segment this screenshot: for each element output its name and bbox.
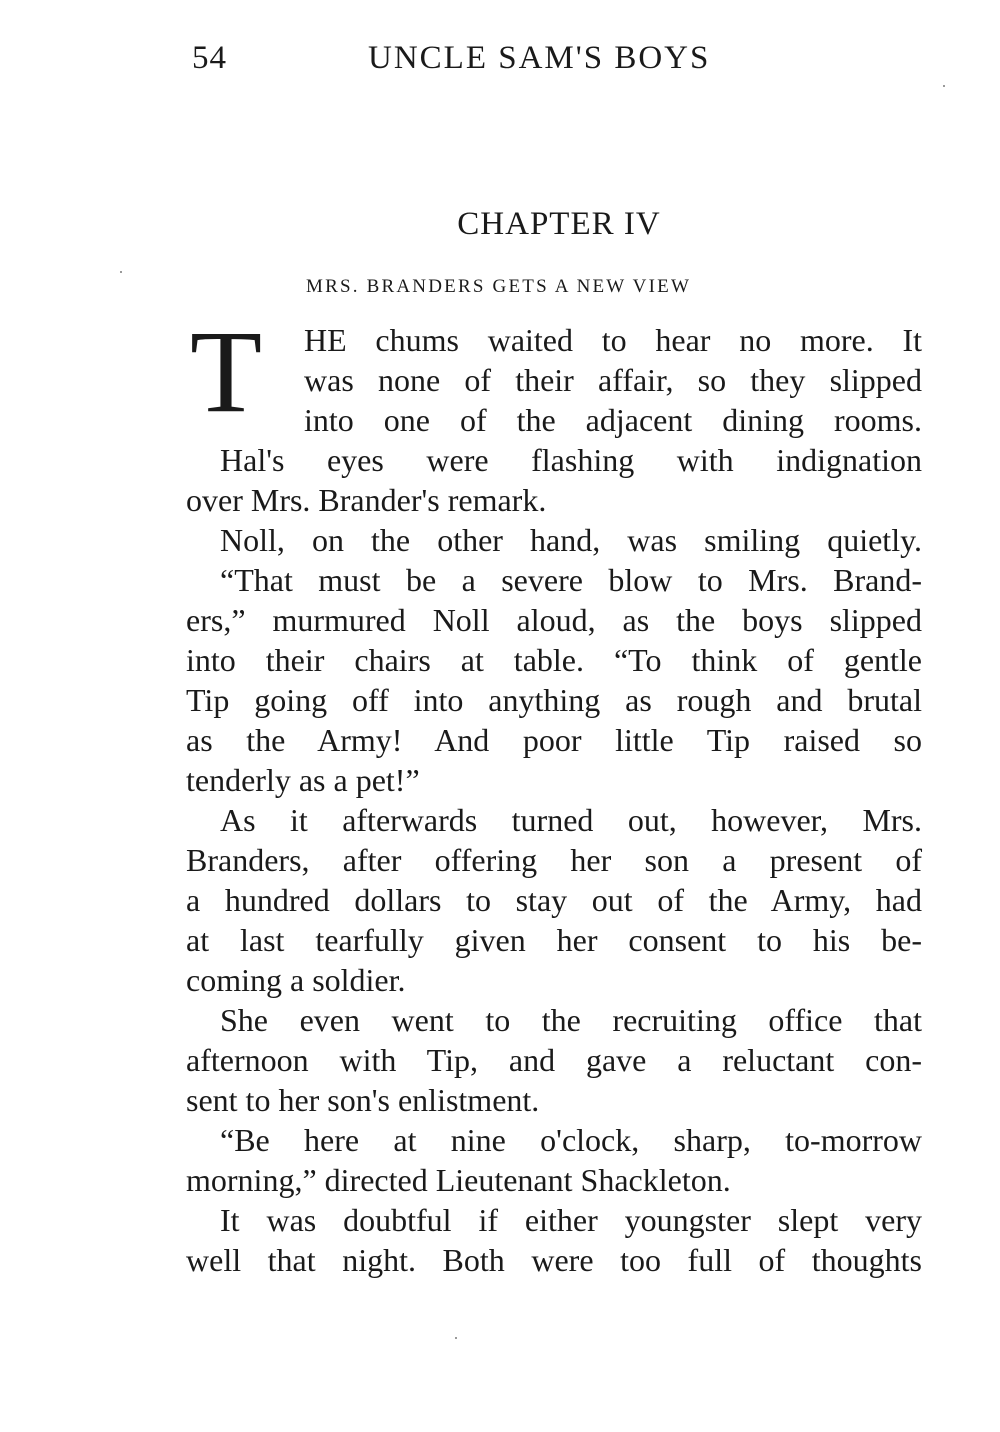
text-line: “That must be a severe blow to Mrs. Brand-: [220, 562, 922, 598]
drop-cap: T: [190, 306, 263, 437]
page-number: 54: [192, 40, 227, 76]
text-line: over Mrs. Brander's remark.: [186, 482, 547, 518]
text-line: into their chairs at table. “To think of gentle: [186, 642, 922, 678]
text-line: morning,” directed Lieutenant Shackleton.: [186, 1162, 731, 1198]
text-line: tenderly as a pet!”: [186, 762, 420, 798]
text-line: “Be here at nine o'clock, sharp, to-morrow: [220, 1122, 922, 1158]
scan-speck: [455, 1337, 457, 1339]
text-line: Hal's eyes were flashing with indignation: [220, 442, 922, 478]
text-line: as the Army! And poor little Tip raised so: [186, 722, 922, 758]
body-text: [186, 306, 922, 1280]
scan-speck: [120, 271, 122, 273]
text-line: It was doubtful if either youngster slept very: [220, 1202, 922, 1238]
chapter-subtitle: MRS. BRANDERS GETS A NEW VIEW: [306, 276, 692, 297]
text-line: a hundred dollars to stay out of the Army, had: [186, 882, 922, 918]
text-line: Tip going off into anything as rough and brutal: [186, 682, 922, 718]
text-line: well that night. Both were too full of thoughts: [186, 1242, 922, 1278]
text-line: She even went to the recruiting office that: [220, 1002, 922, 1038]
text-line: afternoon with Tip, and gave a reluctant con-: [186, 1042, 922, 1078]
text-line: was none of their affair, so they slipped: [304, 362, 922, 398]
opening-paragraph: [186, 306, 922, 440]
text-line: HE chums waited to hear no more. It: [304, 322, 922, 358]
text-line: Branders, after offering her son a present of: [186, 842, 922, 878]
text-line: Noll, on the other hand, was smiling quietly.: [220, 522, 922, 558]
text-line: sent to her son's enlistment.: [186, 1082, 540, 1118]
text-line: into one of the adjacent dining rooms.: [304, 402, 922, 438]
text-line: at last tearfully given her consent to his be-: [186, 922, 922, 958]
text-line: coming a soldier.: [186, 962, 406, 998]
book-title: UNCLE SAM'S BOYS: [368, 40, 711, 76]
text-line: ers,” murmured Noll aloud, as the boys slipped: [186, 602, 922, 638]
running-head: [0, 40, 1000, 84]
chapter-heading: CHAPTER IV: [457, 206, 661, 242]
drop-cap-lines: [304, 320, 922, 440]
scan-speck: [943, 85, 945, 87]
text-line: As it afterwards turned out, however, Mrs.: [220, 802, 922, 838]
